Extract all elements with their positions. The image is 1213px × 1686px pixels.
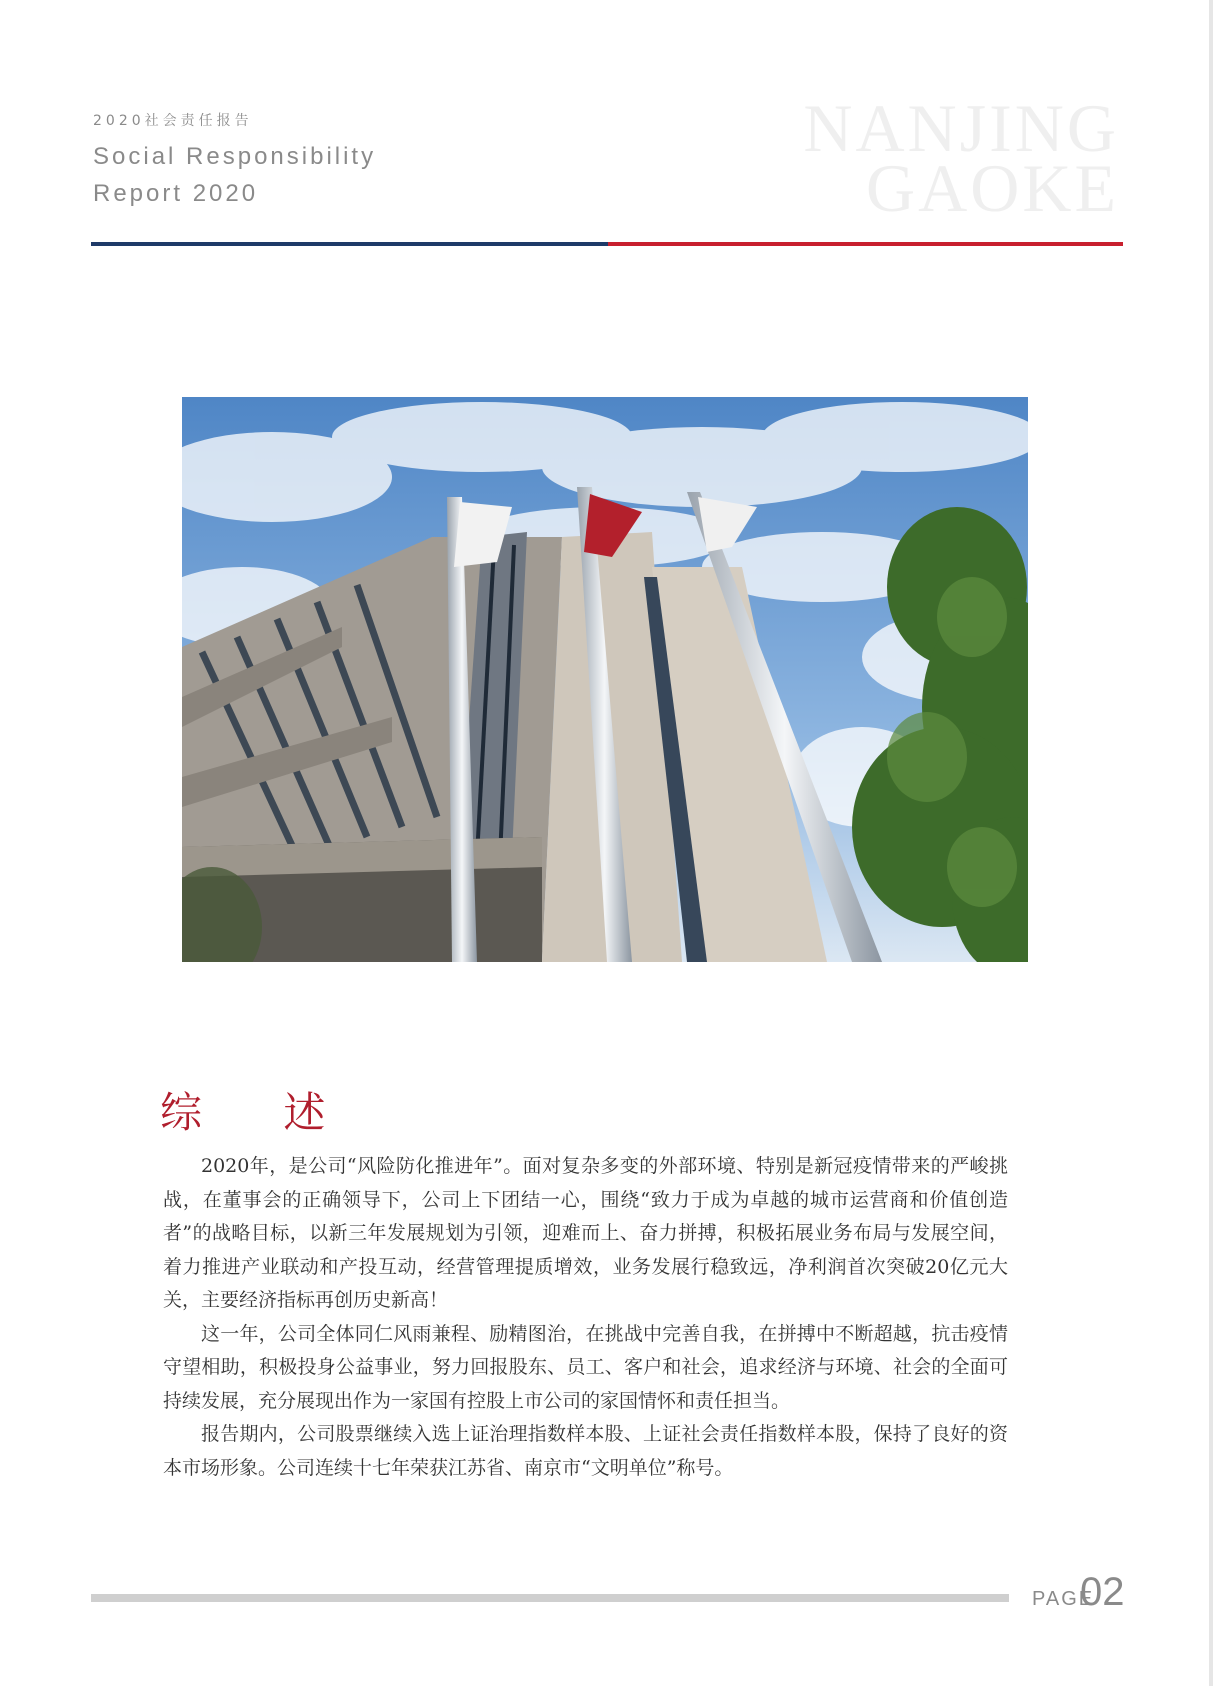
- paragraph: 这一年，公司全体同仁风雨兼程、励精图治，在挑战中完善自我，在拼搏中不断超越，抗击疫情守望相助，积极投身公益事业，努力回报股东、员工、客户和社会，追求经济与环境、社会的全面可持续发展，充分展现出作为一家国有控股上市公司的家国情怀和责任担当。: [163, 1322, 1008, 1412]
- company-watermark: [803, 90, 1119, 226]
- report-title-cn: 2020社会责任报告: [93, 113, 253, 129]
- page-edge: [1209, 0, 1213, 1686]
- report-title-en: [93, 138, 376, 212]
- page-label: PAGE: [1032, 1588, 1095, 1610]
- header-rule-blue: [91, 242, 608, 246]
- report-title-en-line1: Social Responsibility: [93, 143, 377, 170]
- page-number: 02: [1080, 1570, 1125, 1614]
- watermark-line2: GAOKE: [866, 150, 1119, 226]
- report-title-en-line2: Report 2020: [93, 180, 259, 207]
- footer-bar: [91, 1594, 1009, 1602]
- paragraph: 2020年，是公司“风险防化推进年”。面对复杂多变的外部环境、特别是新冠疫情带来的严峻挑战，在董事会的正确领导下，公司上下团结一心，围绕“致力于成为卓越的城市运营商和价值创造者”的战略目标，以新三年发展规划为引领，迎难而上、奋力拼搏，积极拓展业务布局与发展空间，着力推进产业联动和产投互动，经营管理提质增效，业务发展行稳致远，净利润首次突破20亿元大关，主要经济指标再创历史新高！: [163, 1155, 1008, 1311]
- section-title: 综 述: [160, 1088, 360, 1137]
- watermark-line1: NANJING: [803, 90, 1119, 166]
- header-rule-red: [608, 242, 1123, 246]
- paragraph: 报告期内，公司股票继续入选上证治理指数样本股、上证社会责任指数样本股，保持了良好的资本市场形象。公司连续十七年荣获江苏省、南京市“文明单位”称号。: [163, 1423, 1008, 1479]
- headquarters-photo: [182, 397, 1028, 962]
- section-body: [163, 1150, 1008, 1485]
